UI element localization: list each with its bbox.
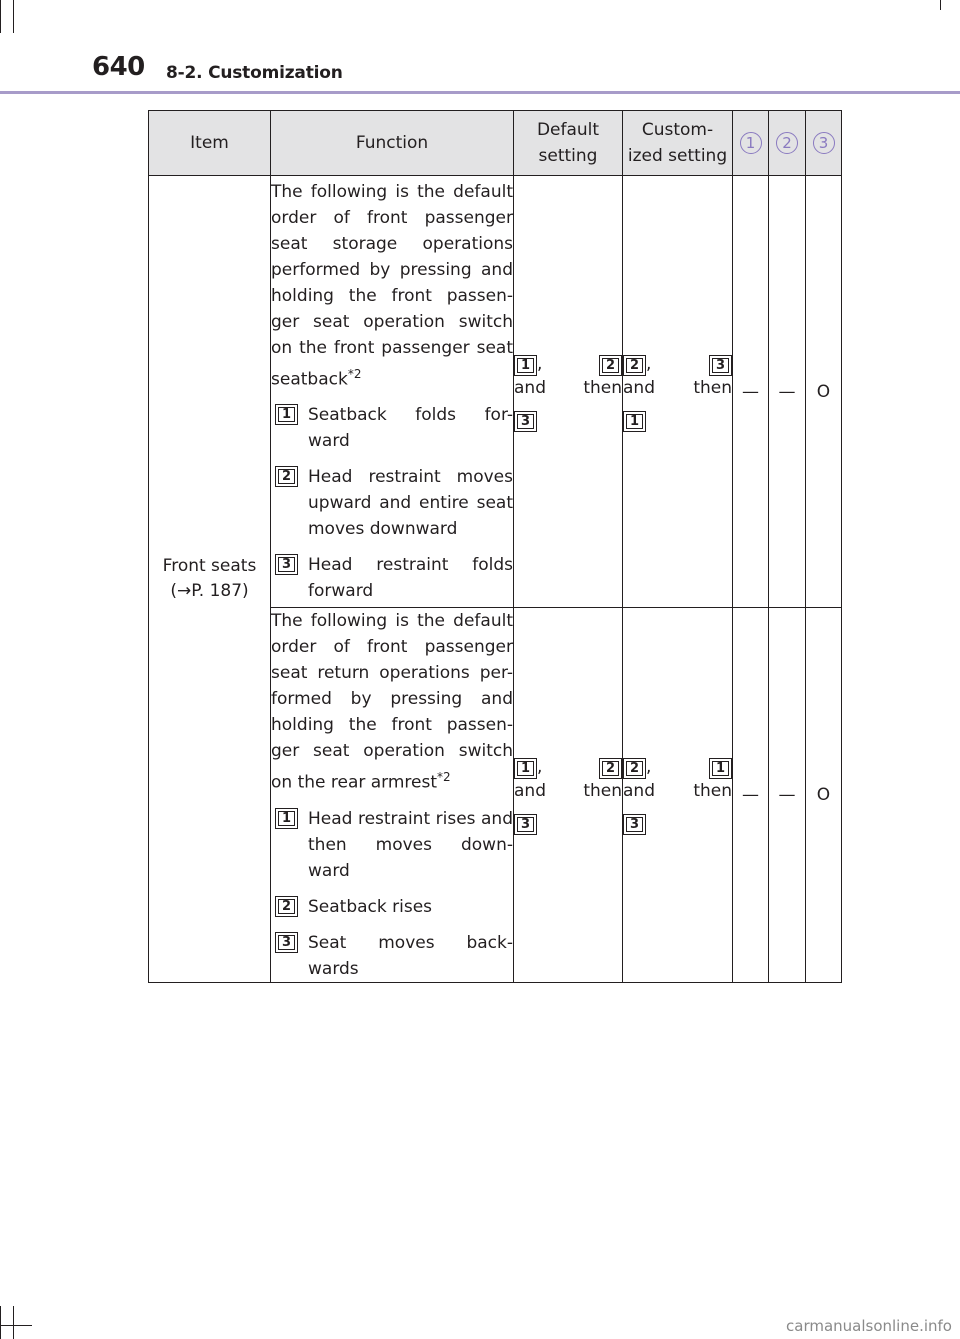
crop-mark [0, 1306, 1, 1339]
col-header-method-2 [769, 111, 806, 176]
section-title: 8-2. Customization [166, 63, 343, 83]
footnote-mark: *2 [347, 366, 362, 381]
customization-table [148, 110, 842, 983]
header-rule [0, 91, 960, 94]
crop-mark [940, 0, 941, 10]
step-number-icon: 3 [514, 814, 537, 835]
crop-mark [13, 0, 14, 33]
step-number-icon: 2 [599, 758, 622, 779]
function-description: The following is the default order of front passenger seat return operations per- formed by pressing and holding the front passen- ger seat operation switch on the rear armrest [271, 611, 513, 793]
list-item [271, 402, 513, 454]
circled-3-icon: 3 [813, 132, 835, 154]
step-number-icon: 2 [623, 355, 646, 376]
method-1-cell: — [733, 608, 769, 983]
function-cell [271, 608, 514, 983]
default-setting-cell: 1 , 2 and then 3 [514, 176, 623, 608]
step-number-icon: 3 [275, 932, 298, 953]
watermark: carmanualsonline.info [786, 1317, 952, 1335]
list-item [271, 464, 513, 542]
col-header-customized: Custom- ized setting [623, 111, 733, 176]
step-number-icon: 1 [275, 404, 298, 425]
step-number-icon: 1 [623, 411, 646, 432]
method-2-cell: — [769, 176, 806, 608]
crop-mark [0, 0, 1, 33]
method-3-cell: O [806, 608, 842, 983]
item-page-ref: (→P. 187) [170, 580, 249, 601]
col-header-default: Default setting [514, 111, 623, 176]
step-number-icon: 1 [514, 355, 537, 376]
list-item [271, 894, 513, 920]
step-number-icon: 2 [275, 466, 298, 487]
step-text: Head restraint folds forward [308, 555, 513, 602]
step-text: Head restraint moves upward and entire seat moves downward [308, 467, 513, 540]
circled-1-icon: 1 [740, 132, 762, 154]
item-label: Front seats [162, 555, 257, 576]
crop-mark [0, 0, 1, 1]
step-number-icon: 1 [709, 758, 732, 779]
customized-setting-cell: 2 , 3 and then 1 [623, 176, 733, 608]
table-header-row [149, 111, 842, 176]
page-number: 640 [92, 52, 145, 82]
customized-setting-cell: 2 , 1 and then 3 [623, 608, 733, 983]
col-header-method-1 [733, 111, 769, 176]
col-header-method-3 [806, 111, 842, 176]
step-number-icon: 1 [275, 808, 298, 829]
step-number-icon: 3 [623, 814, 646, 835]
step-text: Seatback rises [308, 896, 433, 917]
item-cell [149, 176, 271, 983]
step-number-icon: 3 [514, 411, 537, 432]
col-header-item: Item [149, 111, 271, 176]
table-row [149, 176, 842, 608]
list-item [271, 930, 513, 982]
list-item [271, 552, 513, 604]
step-number-icon: 3 [709, 355, 732, 376]
step-text: Head restraint rises and then moves down- ward [308, 808, 513, 881]
crop-mark [13, 1306, 14, 1339]
list-item [271, 806, 513, 884]
step-number-icon: 2 [623, 758, 646, 779]
step-text: Seat moves back- wards [308, 932, 513, 979]
step-text: Seatback folds for- ward [308, 405, 513, 452]
function-cell [271, 176, 514, 608]
method-3-cell: O [806, 176, 842, 608]
step-number-icon: 3 [275, 554, 298, 575]
function-description: The following is the default order of front passenger seat storage operations performed by pressing and holding the front passen- ger seat operation switch on the front passenger seat seatback [271, 181, 513, 390]
footnote-mark: *2 [437, 770, 451, 784]
circled-2-icon: 2 [776, 132, 798, 154]
method-1-cell: — [733, 176, 769, 608]
default-setting-cell: 1 , 2 and then 3 [514, 608, 623, 983]
col-header-function: Function [271, 111, 514, 176]
step-number-icon: 1 [514, 758, 537, 779]
crop-mark [0, 1325, 32, 1326]
step-number-icon: 2 [275, 896, 298, 917]
method-2-cell: — [769, 608, 806, 983]
step-number-icon: 2 [599, 355, 622, 376]
